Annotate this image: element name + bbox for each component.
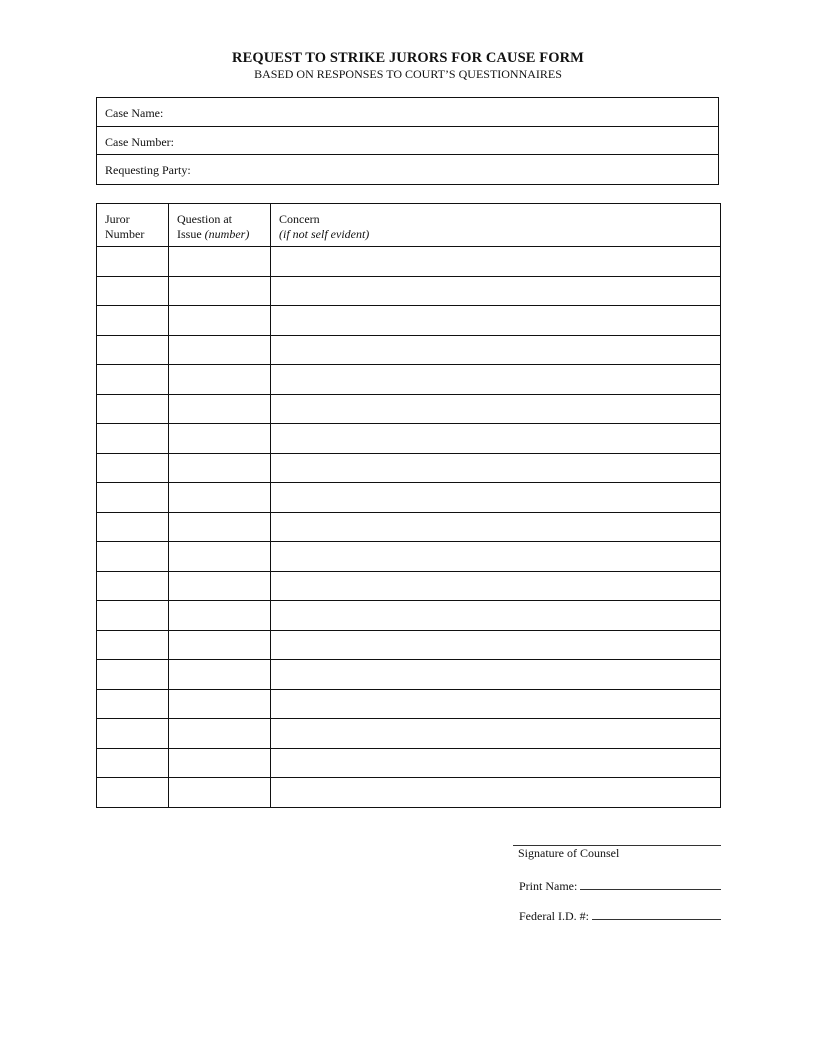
juror-number-cell[interactable] — [97, 306, 169, 336]
concern-cell[interactable] — [271, 247, 721, 277]
table-row — [97, 601, 721, 631]
table-row — [97, 748, 721, 778]
case-info-box — [96, 97, 719, 185]
question-number-cell[interactable] — [169, 689, 271, 719]
juror-number-cell[interactable] — [97, 453, 169, 483]
print-name-label: Print Name: — [519, 879, 578, 893]
table-row — [97, 483, 721, 513]
form-title: REQUEST TO STRIKE JURORS FOR CAUSE FORM — [232, 50, 584, 66]
concern-cell[interactable] — [271, 424, 721, 454]
concern-cell[interactable] — [271, 689, 721, 719]
case-number-label: Case Number: — [105, 134, 174, 149]
question-number-cell[interactable] — [169, 660, 271, 690]
question-number-cell[interactable] — [169, 542, 271, 572]
table-row — [97, 335, 721, 365]
concern-cell[interactable] — [271, 630, 721, 660]
table-header-row — [97, 204, 721, 247]
requesting-party-field[interactable] — [97, 155, 718, 184]
concern-cell[interactable] — [271, 778, 721, 808]
table-row — [97, 365, 721, 395]
question-number-cell[interactable] — [169, 394, 271, 424]
jurors-table — [96, 203, 721, 808]
concern-cell[interactable] — [271, 276, 721, 306]
table-row — [97, 719, 721, 749]
concern-cell[interactable] — [271, 660, 721, 690]
concern-cell[interactable] — [271, 512, 721, 542]
juror-number-cell[interactable] — [97, 424, 169, 454]
table-row — [97, 306, 721, 336]
juror-number-cell[interactable] — [97, 601, 169, 631]
juror-number-cell[interactable] — [97, 689, 169, 719]
question-number-cell[interactable] — [169, 512, 271, 542]
requesting-party-label: Requesting Party: — [105, 163, 191, 177]
juror-number-cell[interactable] — [97, 778, 169, 808]
question-number-cell[interactable] — [169, 276, 271, 306]
question-number-cell[interactable] — [169, 483, 271, 513]
federal-id-label: Federal I.D. #: — [519, 909, 589, 923]
question-number-cell[interactable] — [169, 306, 271, 336]
juror-number-cell[interactable] — [97, 247, 169, 277]
table-row — [97, 660, 721, 690]
question-number-cell[interactable] — [169, 601, 271, 631]
juror-number-cell[interactable] — [97, 276, 169, 306]
concern-cell[interactable] — [271, 542, 721, 572]
print-name-field[interactable] — [519, 877, 721, 894]
question-number-cell[interactable] — [169, 630, 271, 660]
concern-cell[interactable] — [271, 306, 721, 336]
concern-cell[interactable] — [271, 719, 721, 749]
concern-cell[interactable] — [271, 571, 721, 601]
juror-number-cell[interactable] — [97, 542, 169, 572]
concern-cell[interactable] — [271, 365, 721, 395]
table-row — [97, 247, 721, 277]
juror-number-cell[interactable] — [97, 748, 169, 778]
case-name-label: Case Name: — [105, 106, 164, 120]
question-number-cell[interactable] — [169, 571, 271, 601]
juror-number-cell[interactable] — [97, 512, 169, 542]
table-row — [97, 542, 721, 572]
juror-number-cell[interactable] — [97, 394, 169, 424]
table-row — [97, 571, 721, 601]
juror-number-cell[interactable] — [97, 571, 169, 601]
question-number-cell[interactable] — [169, 453, 271, 483]
table-row — [97, 276, 721, 306]
signature-label: Signature of Counsel — [518, 846, 620, 860]
column-header-question-at-issue: Question at Issue (number) — [169, 204, 271, 247]
juror-number-cell[interactable] — [97, 365, 169, 395]
question-number-cell[interactable] — [169, 719, 271, 749]
juror-number-cell[interactable] — [97, 483, 169, 513]
question-number-cell[interactable] — [169, 778, 271, 808]
federal-id-field[interactable] — [519, 907, 721, 924]
print-name-line[interactable] — [580, 877, 721, 890]
question-number-cell[interactable] — [169, 335, 271, 365]
question-number-cell[interactable] — [169, 365, 271, 395]
question-number-cell[interactable] — [169, 247, 271, 277]
juror-number-cell[interactable] — [97, 335, 169, 365]
table-row — [97, 424, 721, 454]
table-row — [97, 630, 721, 660]
concern-cell[interactable] — [271, 483, 721, 513]
table-row — [97, 453, 721, 483]
federal-id-line[interactable] — [592, 907, 721, 920]
table-row — [97, 689, 721, 719]
table-row — [97, 778, 721, 808]
juror-number-cell[interactable] — [97, 660, 169, 690]
case-name-field[interactable] — [97, 98, 718, 127]
column-header-juror-number: Juror Number — [97, 204, 169, 247]
case-number-field[interactable] — [97, 127, 718, 156]
column-header-concern: Concern (if not self evident) — [271, 204, 721, 247]
concern-cell[interactable] — [271, 453, 721, 483]
concern-cell[interactable] — [271, 748, 721, 778]
juror-number-cell[interactable] — [97, 630, 169, 660]
form-subtitle: BASED ON RESPONSES TO COURT’S QUESTIONNAIRES — [254, 67, 562, 81]
table-row — [97, 512, 721, 542]
table-row — [97, 394, 721, 424]
concern-cell[interactable] — [271, 601, 721, 631]
question-number-cell[interactable] — [169, 424, 271, 454]
concern-cell[interactable] — [271, 394, 721, 424]
juror-number-cell[interactable] — [97, 719, 169, 749]
concern-cell[interactable] — [271, 335, 721, 365]
question-number-cell[interactable] — [169, 748, 271, 778]
